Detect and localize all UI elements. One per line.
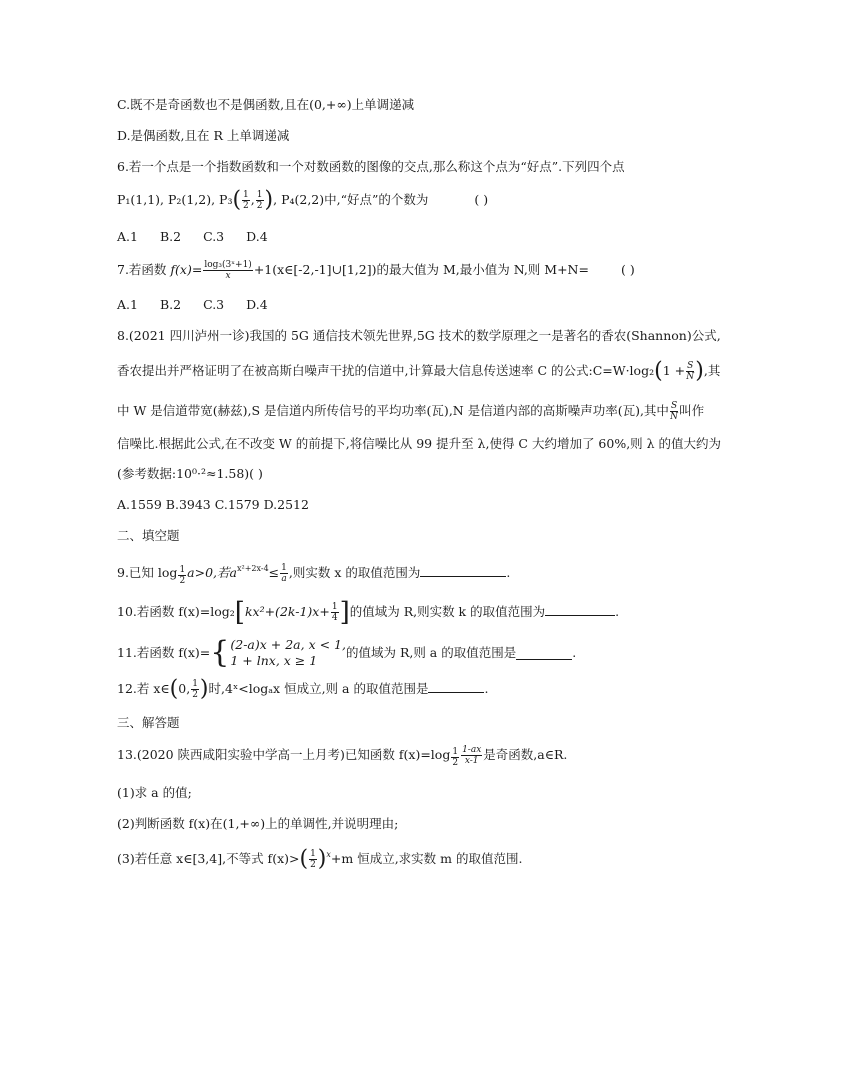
q7-answer-paren: ( ) [620,262,635,277]
q7-option-c: C.3 [203,297,225,312]
q6-option-a: A.1 [117,229,138,244]
q13-part2: (2)判断函数 f(x)在(1,+∞)上的单调性,并说明理由; [117,816,399,831]
q9-answer-blank[interactable] [420,564,506,577]
q8-line3: 中 W 是信道带宽(赫兹),S 是信道内所传信号的平均功率(瓦),N 是信道内部的高斯噪声功率(瓦),其中 $\frac{S}{N}$ 叫作 [117,401,705,422]
q8-line5: (参考数据:10⁰·²≈1.58)( ) [117,466,263,481]
section-answer-heading: 三、解答题 [117,715,180,730]
q7-options [117,296,290,314]
q6-answer-paren: ( ) [474,192,489,207]
q8-options: A.1559 B.3943 C.1579 D.2512 [117,497,309,512]
q13-part3: (3)若任意 x∈[3,4],不等式 f(x)>( $\frac{1}{2}$ )$^x$+m 恒成立,求实数 m 的取值范围. [117,846,523,872]
q9-stem: 9.已知 log $\frac{1}{2}$ a>0,若$a^{x^2+2x-4}\le$ $\frac{1}{a}$ ,则实数 x 的取值范围为 . [117,563,511,586]
q7-option-a: A.1 [117,297,138,312]
q7-fraction: $\frac{\text{log₃(3ˣ+1)}}{x}$ [204,260,252,281]
q11-stem: 11.若函数 f(x)={ (2-a)x + 2a, x < 1, 1 + lnx, x ≥ 1 的值域为 R,则 a 的取值范围是 . [117,635,577,670]
q7-stem: 7.若函数 f(x)= $\frac{\text{log₃(3ˣ+1)}}{x}$ +1(x∈[-2,-1]∪[1,2])的最大值为 M,最小值为 N,则 M+N= ( ) [117,260,635,281]
q6-tail: 中,“好点”的个数为 [324,192,429,207]
q5-option-c: C.既不是奇函数也不是偶函数,且在(0,+∞)上单调递减 [117,97,415,112]
q7-option-b: B.2 [159,297,182,312]
q10-stem: 10.若函数 f(x)=log₂[kx²+(2k-1)x+ $\frac{1}{4}$ ]的值域为 R,则实数 k 的取值范围为 . [117,597,620,628]
q6-p1: P₁(1,1), [117,192,165,207]
q5-option-d: D.是偶函数,且在 R 上单调递减 [117,128,290,143]
q12-stem: 12.若 x∈(0, $\frac{1}{2}$ )时,4ˣ<logₐx 恒成立,则 a 的取值范围是 . [117,676,489,702]
q11-answer-blank[interactable] [516,647,572,660]
section-fill-in-heading: 二、填空题 [117,528,180,543]
q6-option-b: B.2 [159,229,182,244]
q6-stem: 6.若一个点是一个指数函数和一个对数函数的图像的交点,那么称这个点为“好点”.下列四个点 [117,159,625,174]
q6-option-c: C.3 [203,229,225,244]
q6-p4: P₄(2,2) [281,192,325,207]
q6-points [117,187,489,213]
q6-p2: P₂(1,2), [168,192,216,207]
q8-line4: 信噪比.根据此公式,在不改变 W 的前提下,将信噪比从 99 提升至 λ,使得 C 大约增加了 60%,则 λ 的值大约为 [117,436,722,451]
q10-answer-blank[interactable] [545,603,615,616]
q6-option-d: D.4 [246,229,268,244]
q13-stem: 13.(2020 陕西咸阳实验中学高一上月考)已知函数 f(x)=log $\frac{1}{2}$ $\frac{1-ax}{x-1}$ 是奇函数,a∈R. [117,745,568,768]
q7-option-d: D.4 [246,297,268,312]
q8-line2: 香农提出并严格证明了在被高斯白噪声干扰的信道中,计算最大信息传送速率 C 的公式:C=W·log₂(1 + $\frac{S}{N}$ ),其 [117,358,721,384]
q8-line1: 8.(2021 四川泸州一诊)我国的 5G 通信技术领先世界,5G 技术的数学原理之一是著名的香农(Shannon)公式, [117,328,721,343]
q6-p3: P₃( $\frac{1}{2}$ , $\frac{1}{2}$ ), [219,187,278,213]
q12-answer-blank[interactable] [428,680,484,693]
q6-options [117,228,290,246]
q13-part1: (1)求 a 的值; [117,785,192,800]
